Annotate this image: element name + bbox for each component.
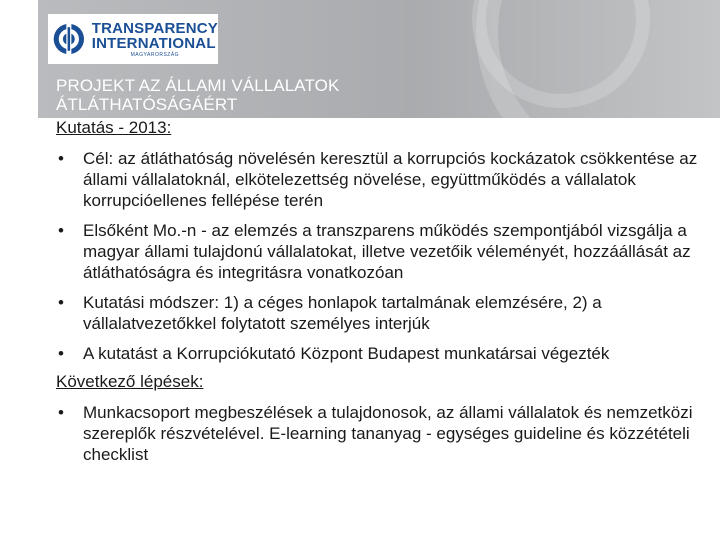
logo-line-1: TRANSPARENCY	[91, 19, 218, 37]
logo-wordmark	[92, 21, 218, 58]
section-heading: Kutatás - 2013:	[56, 118, 172, 137]
list-item: • Munkacsoport megbeszélések a tulajdonosok, az állami vállalatok és nemzetközi szereplők részvételével. E-learning tananyag - egységes guideline és közzétételi checklist	[56, 402, 704, 465]
next-steps-section	[56, 371, 704, 465]
logo-subtitle: MAGYARORSZÁG	[130, 51, 180, 58]
logo-line-2: INTERNATIONAL	[91, 34, 216, 52]
bullet-list	[56, 402, 704, 465]
globe-icon	[52, 20, 86, 58]
transparency-international-logo	[48, 14, 218, 64]
list-item: • Elsőként Mo.-n - az elemzés a transzparens működés szempontjából vizsgálja a magyar állami tulajdonú vállalatokat, illetve vezetőik véleményét, hozzáállását az átláthatóságra és integritásra vonatkozóan	[56, 220, 704, 283]
bullet-list	[56, 148, 704, 364]
research-section	[56, 117, 704, 364]
section-heading: Következő lépések:	[56, 372, 204, 391]
list-item: • A kutatást a Korrupciókutató Központ Budapest munkatársai végezték	[56, 343, 704, 364]
list-item: • Cél: az átláthatóság növelésén keresztül a korrupciós kockázatok csökkentése az állami vállalatoknál, elkötelezettség növelése, együttműködés a vállalatok korrupcióellenes fellépése terén	[56, 148, 704, 211]
list-item: • Kutatási módszer: 1) a céges honlapok tartalmának elemzésére, 2) a vállalatvezetőkkel folytatott személyes interjúk	[56, 292, 704, 334]
project-title: PROJEKT AZ ÁLLAMI VÁLLALATOK ÁTLÁTHATÓSÁGÁÉRT	[56, 76, 340, 114]
slide-content	[56, 117, 704, 474]
